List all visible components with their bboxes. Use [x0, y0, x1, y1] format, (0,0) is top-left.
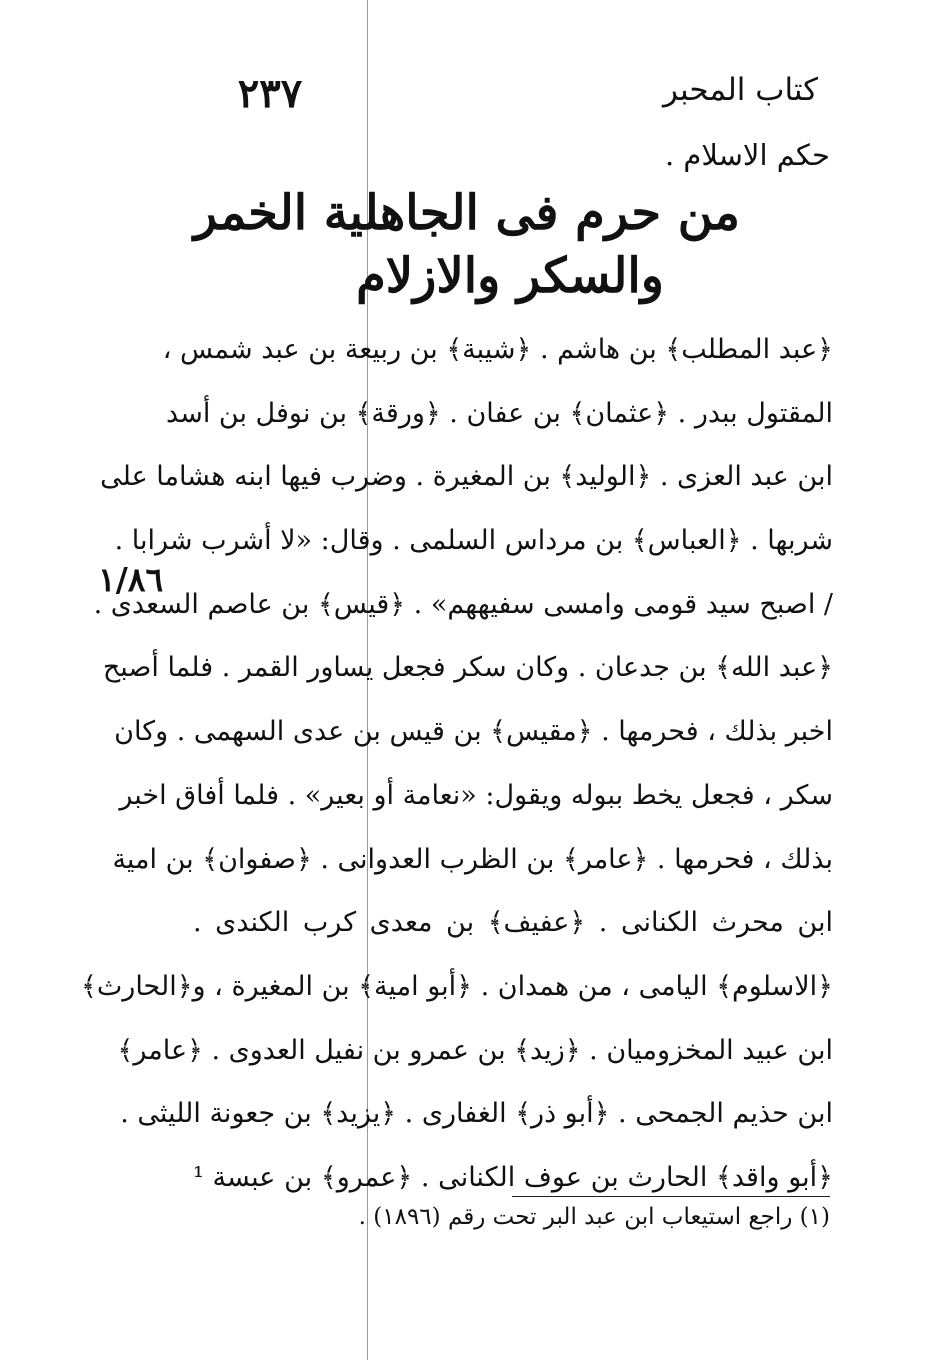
carryover-line: حكم الاسلام .: [664, 138, 830, 172]
body-line: سكر ، فجعل يخط ببوله ويقول: «نعامة أو بعير» . فلما أفاق اخبر: [119, 779, 833, 811]
body-line: ابن محرث الكنانى . ﴿عفيف﴾ بن معدى كرب الكندى .: [193, 907, 833, 939]
page-number: ٢٣٧: [237, 70, 303, 117]
body-line: ﴿أبو واقد﴾ الحارث بن عوف الكنانى . ﴿عمرو﴾ بن عبسة ¹: [193, 1161, 833, 1193]
body-line: بذلك ، فحرمها . ﴿عامر﴾ بن الظرب العدوانى . ﴿صفوان﴾ بن امية: [112, 843, 833, 875]
body-line: / اصبح سيد قومى وامسى سفيههم» . ﴿قيس﴾ بن عاصم السعدى .: [93, 588, 833, 620]
footnote-rule: [512, 1196, 830, 1197]
body-line: المقتول ببدر . ﴿عثمان﴾ بن عفان . ﴿ورقة﴾ بن نوفل بن أسد: [166, 397, 833, 429]
body-line: ابن عبيد المخزوميان . ﴿زيد﴾ بن عمرو بن نفيل العدوى . ﴿عامر﴾: [117, 1034, 833, 1066]
running-title: كتاب المحبر: [662, 72, 818, 108]
body-line: اخبر بذلك ، فحرمها . ﴿مقيس﴾ بن قيس بن عدى السهمى . وكان: [114, 716, 833, 748]
section-heading-line-2: والسكر والازلام: [356, 248, 664, 304]
body-line: ﴿عبد المطلب﴾ بن هاشم . ﴿شيبة﴾ بن ربيعة بن عبد شمس ،: [162, 334, 833, 365]
footnote: (١) راجع استيعاب ابن عبد البر تحت رقم (١٨٩٦) .: [358, 1204, 830, 1230]
body-line: ﴿عبد الله﴾ بن جدعان . وكان سكر فجعل يساور القمر . فلما أصبح: [102, 652, 833, 684]
body-line: ابن عبد العزى . ﴿الوليد﴾ بن المغيرة . وضرب فيها ابنه هشاما على: [100, 461, 833, 493]
section-heading-line-1: من حرم فى الجاهلية الخمر: [193, 185, 740, 241]
body-line: ابن حذيم الجمحى . ﴿أبو ذر﴾ الغفارى . ﴿يزيد﴾ بن جعونة الليثى .: [120, 1098, 833, 1130]
margin-reference: ١/٨٦: [98, 560, 164, 599]
body-line: شربها . ﴿العباس﴾ بن مرداس السلمى . وقال: «لا أشرب شرابا .: [114, 525, 833, 557]
body-line: ﴿الاسلوم﴾ اليامى ، من همدان . ﴿أبو امية﴾ بن المغيرة ، و﴿الحارث﴾: [81, 970, 833, 1002]
